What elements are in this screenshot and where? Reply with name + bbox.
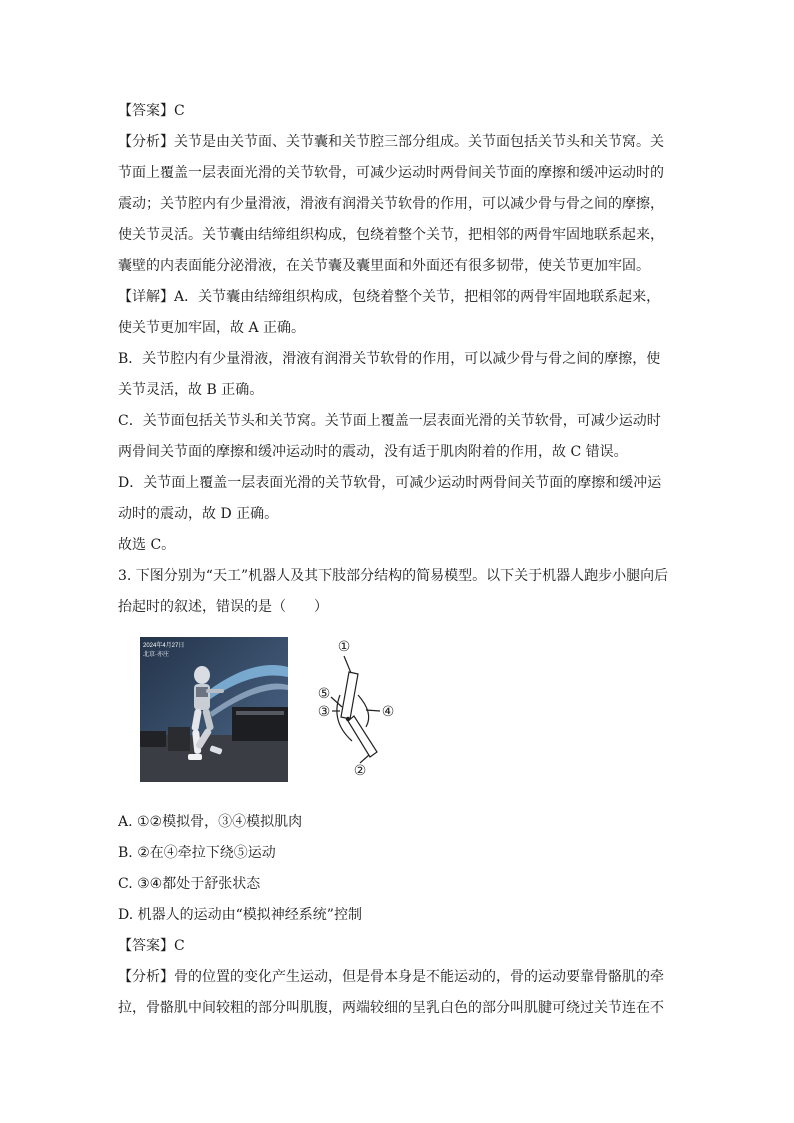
question-line: 3. 下图分别为“天工”机器人及其下肢部分结构的简易模型。以下关于机器人跑步小腿向后 bbox=[118, 568, 669, 584]
option-b: B. ②在④牵拉下绕⑤运动 bbox=[118, 845, 276, 861]
detail-line: 两骨间关节面的摩擦和缓冲运动时的震动，没有适于肌肉附着的作用，故 C 错误。 bbox=[118, 444, 628, 460]
diagram-label-5: ⑤ bbox=[317, 686, 331, 702]
detail-line: 动时的震动，故 D 正确。 bbox=[118, 506, 279, 522]
upper-bone-shape bbox=[341, 672, 358, 719]
photo-date-caption: 2024年4月27日 bbox=[143, 643, 185, 649]
diagram-label-3: ③ bbox=[317, 704, 331, 720]
joint-5-point bbox=[346, 717, 350, 721]
photo-location-caption: 北京·亦庄 bbox=[143, 652, 169, 658]
detail-line: 关节灵活，故 B 正确。 bbox=[118, 382, 264, 398]
diagram-label-2: ② bbox=[353, 763, 367, 779]
detail-line: D．关节面上覆盖一层表面光滑的关节软骨，可减少运动时两骨间关节面的摩擦和缓冲运 bbox=[118, 475, 662, 491]
analysis-line: 震动；关节腔内有少量滑液，滑液有润滑关节软骨的作用，可以减少骨与骨之间的摩擦， bbox=[118, 196, 664, 212]
answer-line: 【答案】C bbox=[118, 103, 185, 119]
lower-bone-shape bbox=[348, 716, 377, 757]
analysis-line: 囊壁的内表面能分泌滑液，在关节囊及囊里面和外面还有很多韧带，使关节更加牢固。 bbox=[118, 258, 650, 274]
detail-line: B．关节腔内有少量滑液，滑液有润滑关节软骨的作用，可以减少骨与骨之间的摩擦，使 bbox=[118, 351, 661, 367]
option-a: A. ①②模拟骨，③④模拟肌肉 bbox=[118, 814, 303, 830]
robot-photo bbox=[140, 637, 288, 782]
diagram-label-1: ① bbox=[337, 639, 351, 655]
robot-photo-art bbox=[140, 637, 288, 782]
document-page bbox=[118, 96, 678, 1024]
leg-joint-diagram bbox=[294, 623, 404, 807]
question-line: 抬起时的叙述，错误的是（ ） bbox=[118, 599, 328, 615]
diagram-label-4: ④ bbox=[381, 704, 395, 720]
detail-line: 使关节更加牢固，故 A 正确。 bbox=[118, 320, 306, 336]
analysis-line: 拉，骨骼肌中间较粗的部分叫肌腹，两端较细的呈乳白色的部分叫肌腱可绕过关节连在不 bbox=[118, 1000, 664, 1016]
answer-line: 【答案】C bbox=[118, 938, 185, 954]
detail-line: C．关节面包括关节头和关节窝。关节面上覆盖一层表面光滑的关节软骨，可减少运动时 bbox=[118, 413, 661, 429]
analysis-line: 使关节灵活。关节囊由结缔组织构成，包绕着整个关节，把相邻的两骨牢固地联系起来， bbox=[118, 227, 664, 243]
analysis-line: 【分析】骨的位置的变化产生运动，但是骨本身是不能运动的，骨的运动要靠骨骼肌的牵 bbox=[118, 969, 664, 985]
option-d: D. 机器人的运动由“模拟神经系统”控制 bbox=[118, 907, 362, 923]
option-c: C. ③④都处于舒张状态 bbox=[118, 876, 261, 892]
question-figures bbox=[118, 623, 678, 807]
detail-line: 【详解】A．关节囊由结缔组织构成，包绕着整个关节，把相邻的两骨牢固地联系起来， bbox=[118, 289, 661, 305]
conclusion-line: 故选 C。 bbox=[118, 537, 176, 553]
muscle-4-shape bbox=[358, 695, 369, 727]
analysis-line: 节面上覆盖一层表面光滑的关节软骨，可减少运动时两骨间关节面的摩擦和缓冲运动时的 bbox=[118, 165, 664, 181]
analysis-line: 【分析】关节是由关节面、关节囊和关节腔三部分组成。关节面包括关节头和关节窝。关 bbox=[118, 134, 664, 150]
